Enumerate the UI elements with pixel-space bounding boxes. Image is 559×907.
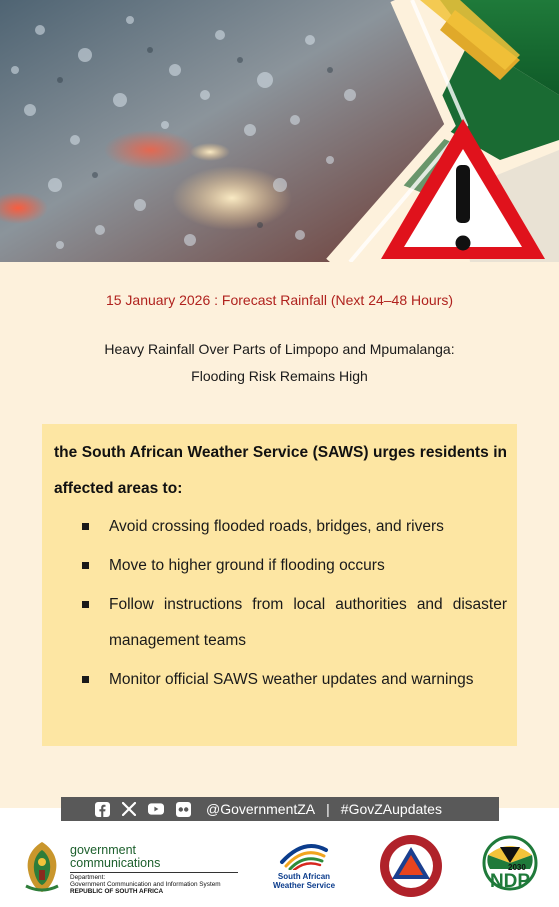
gcis-country: REPUBLIC OF SOUTH AFRICA xyxy=(70,888,164,895)
gcis-logo xyxy=(22,836,222,896)
saws-name-line-1: South African xyxy=(277,872,331,881)
rainy-windshield-image xyxy=(0,0,559,262)
list-item-text: Follow instructions from local authorities and disaster management teams xyxy=(109,596,507,649)
gcis-dept-name: Government Communication and Information System xyxy=(70,881,221,888)
gcis-divider xyxy=(70,872,238,873)
social-separator: | xyxy=(326,801,330,817)
flickr-icon[interactable] xyxy=(175,801,191,817)
list-item xyxy=(54,548,507,584)
social-handle: @GovernmentZA xyxy=(206,801,316,817)
partner-logos xyxy=(0,828,559,907)
headline-line-1: Heavy Rainfall Over Parts of Limpopo and Mpumalanga: xyxy=(104,341,455,357)
forecast-date-line: 15 January 2026 : Forecast Rainfall (Next 24–48 Hours) xyxy=(105,292,454,308)
ndp-2030-logo xyxy=(478,833,542,897)
bullet-icon xyxy=(82,676,89,683)
hero-banner xyxy=(0,0,559,262)
saws-swirl-icon xyxy=(276,836,332,870)
list-item-text: Monitor official SAWS weather updates and warnings xyxy=(109,671,474,688)
list-item-text: Move to higher ground if flooding occurs xyxy=(109,557,385,574)
bullet-icon xyxy=(82,601,89,608)
x-icon[interactable] xyxy=(121,801,137,817)
youtube-icon[interactable] xyxy=(148,801,164,817)
advice-list xyxy=(54,509,507,698)
ndp-year: 2030 xyxy=(508,863,526,872)
saws-name-line-2: Weather Service xyxy=(272,881,336,890)
list-item xyxy=(54,509,507,545)
facebook-icon[interactable] xyxy=(94,801,110,817)
saws-name xyxy=(264,872,344,890)
gcis-dept-label: Department: xyxy=(70,874,106,881)
warning-headline xyxy=(60,336,499,390)
advice-panel xyxy=(42,424,517,746)
headline-line-2: Flooding Risk Remains High xyxy=(191,368,368,384)
bullet-icon xyxy=(82,523,89,530)
gcis-name-line-1: government xyxy=(70,843,137,857)
saws-logo xyxy=(264,836,344,898)
social-media-bar xyxy=(61,797,499,821)
social-hashtag: #GovZAupdates xyxy=(340,801,442,817)
ndmc-seal-icon xyxy=(378,833,444,899)
bullet-icon xyxy=(82,562,89,569)
gcis-name-line-2: communications xyxy=(70,856,161,870)
ndp-label: NDP xyxy=(489,871,531,892)
gcis-department xyxy=(70,874,221,895)
advice-intro: the South African Weather Service (SAWS) urges residents in affected areas to: xyxy=(54,444,507,497)
list-item xyxy=(54,587,507,659)
list-item xyxy=(54,662,507,698)
list-item-text: Avoid crossing flooded roads, bridges, and rivers xyxy=(109,518,444,535)
gcis-name xyxy=(70,844,160,870)
coat-of-arms-icon xyxy=(22,840,62,894)
